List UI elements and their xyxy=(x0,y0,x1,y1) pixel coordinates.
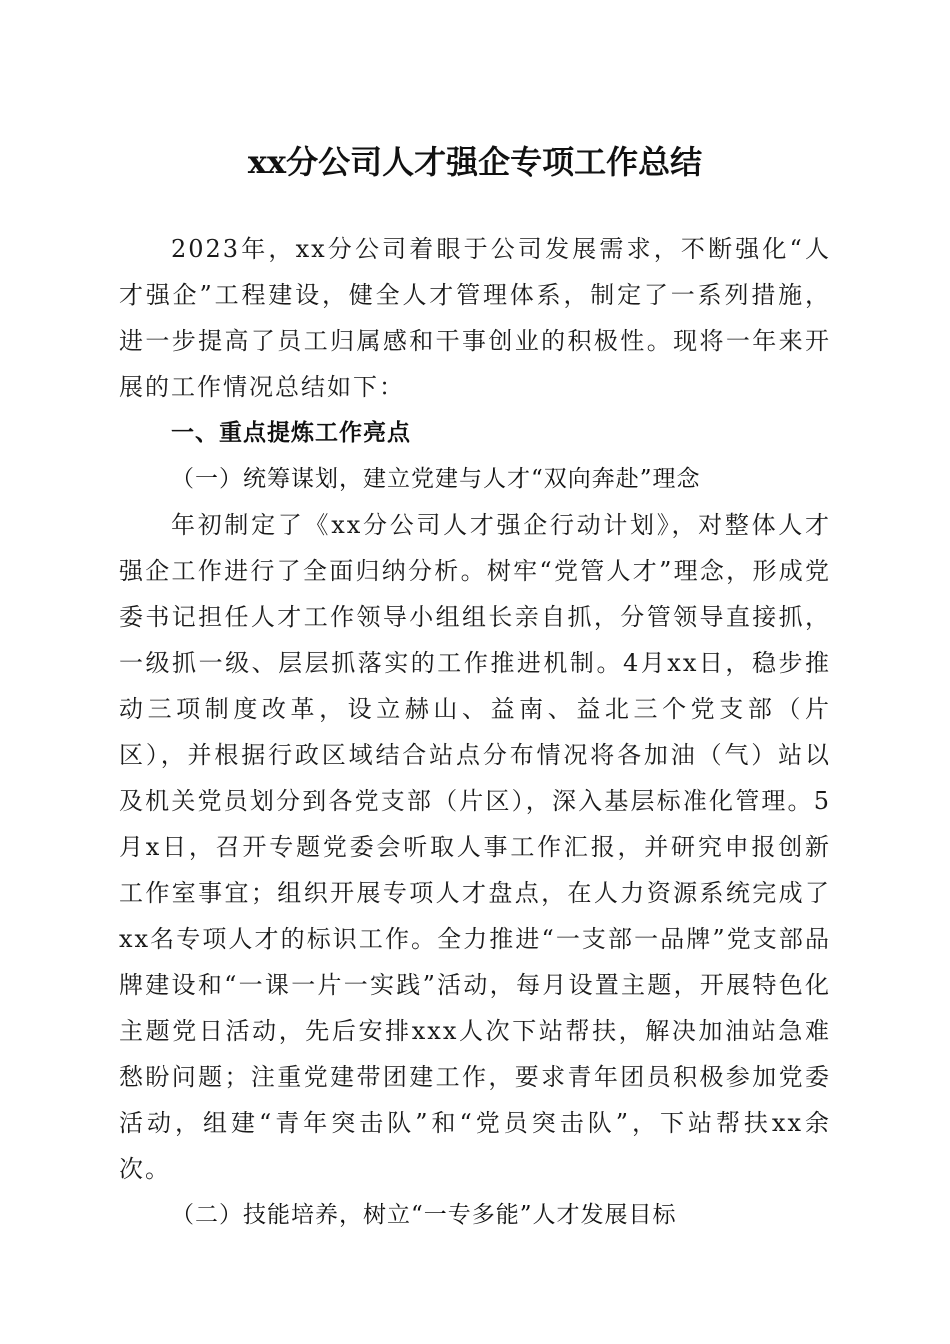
document-title: xx分公司人才强企专项工作总结 xyxy=(247,143,703,181)
subsection-heading-2: （二）技能培养，树立“一专多能”人才发展目标 xyxy=(171,1202,677,1228)
subsection-1-paragraph: 年初制定了《xx分公司人才强企行动计划》，对整体人才强企工作进行了全面归纳分析。树牢“党管人才”理念，形成党委书记担任人才工作领导小组组长亲自抓，分管领导直接抓，一级抓一级、层层抓落实的工作推进机制。4月xx日，稳步推动三项制度改革，设立赫山、益南、益北三个党支部（片区），并根据行政区域结合站点分布情况将各加油（气）站以及机关党员划分到各党支部（片区），深入基层标准化管理。5月x日，召开专题党委会听取人事工作汇报，并研究申报创新工作室事宜；组织开展专项人才盘点，在人力资源系统完成了xx名专项人才的标识工作。全力推进“一支部一品牌”党支部品牌建设和“一课一片一实践”活动，每月设置主题，开展特色化主题党日活动，先后安排xxx人次下站帮扶，解决加油站急难愁盼问题；注重党建带团建工作，要求青年团员积极参加党委活动，组建“青年突击队”和“党员突击队”，下站帮扶xx余次。 xyxy=(119,511,831,1183)
intro-paragraph: 2023年，xx分公司着眼于公司发展需求，不断强化“人才强企”工程建设，健全人才管理体系，制定了一系列措施，进一步提高了员工归属感和干事创业的积极性。现将一年来开展的工作情况总结如下： xyxy=(119,235,831,401)
document-body xyxy=(119,226,831,1238)
subsection-heading-1: （一）统筹谋划，建立党建与人才“双向奔赴”理念 xyxy=(171,466,701,492)
section-heading-1: 一、重点提炼工作亮点 xyxy=(171,420,411,446)
